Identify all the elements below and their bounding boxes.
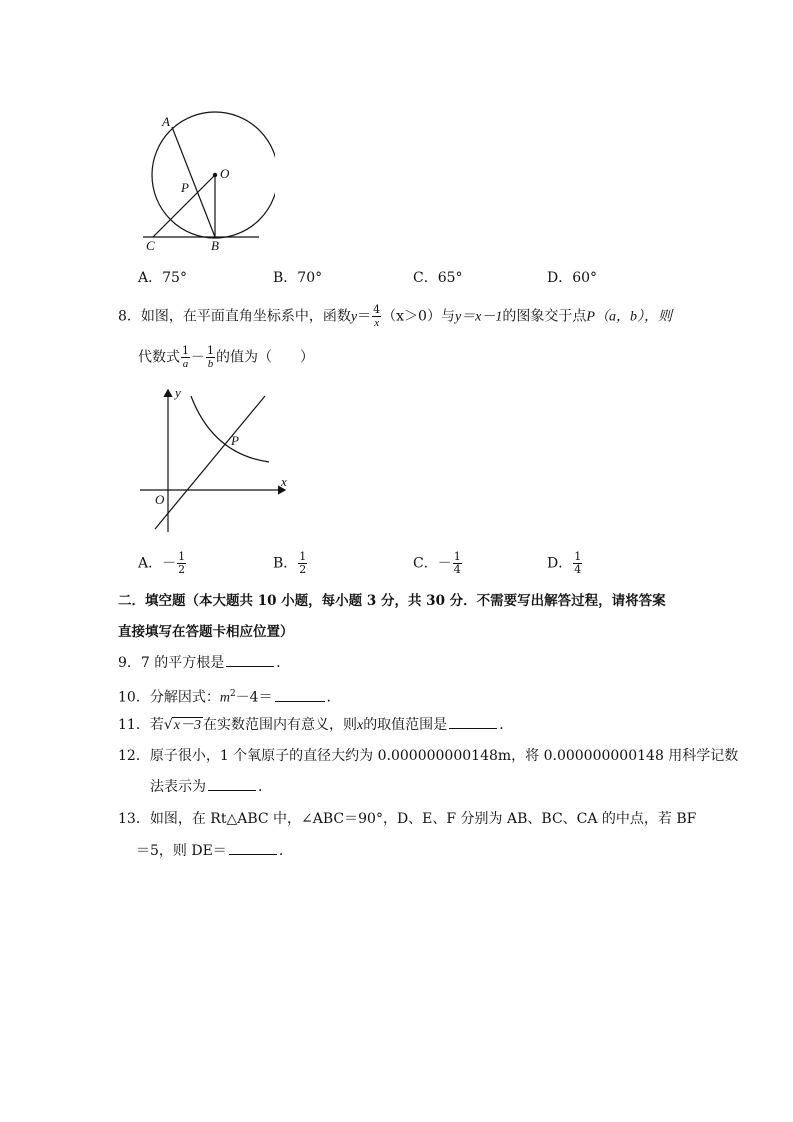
answer-blank[interactable] bbox=[208, 789, 256, 791]
q12-line1: 12．原子很小，1 个氧原子的直径大约为 0.000000000148m，将 0.000000000148 用科学记数 bbox=[118, 748, 739, 764]
line-graph bbox=[155, 396, 265, 529]
label-p: P bbox=[181, 180, 189, 195]
q7-option-d: D．60° bbox=[547, 270, 598, 286]
q7-option-c: C．65° bbox=[413, 270, 463, 286]
label-o: O bbox=[220, 166, 230, 181]
q8-option-c: C．－ $\frac{1}{4}$ bbox=[413, 550, 461, 576]
answer-blank[interactable] bbox=[226, 665, 274, 667]
q13-line1: 13．如图，在 Rt△ABC 中，∠ABC＝90°，D、E、F 分别为 AB、BC、CA 的中点，若 BF bbox=[118, 811, 697, 827]
answer-blank[interactable] bbox=[229, 853, 277, 855]
section2-heading-line2: 直接填写在答题卡相应位置） bbox=[118, 624, 294, 640]
q8-option-d: D． $\frac{1}{4}$ bbox=[547, 550, 582, 576]
section2-heading-line1: 二．填空题（本大题共 10 小题，每小题 3 分，共 30 分．不需要写出解答过程，请将答案 bbox=[118, 593, 666, 609]
q8-line2: 代数式 $\frac{1}{a}$ － $\frac{1}{b}$ 的值为（ ） bbox=[138, 344, 314, 370]
circle-figure bbox=[135, 110, 275, 255]
label-c: C bbox=[146, 238, 155, 253]
q8-option-a: A．－ $\frac{1}{2}$ bbox=[138, 550, 186, 576]
answer-blank[interactable] bbox=[275, 700, 325, 702]
q7-option-a: A．75° bbox=[138, 270, 187, 286]
q12-line2: 法表示为 ． bbox=[150, 779, 272, 795]
q10: 10．分解因式：$m^2-4=$ ． bbox=[118, 689, 341, 706]
label-x: x bbox=[281, 474, 287, 489]
q11: 11．若√x－3 在实数范围内有意义，则x的取值范围是 ． bbox=[118, 717, 514, 733]
q8-line1: 8．如图，在平面直角坐标系中，函数y＝ $\frac{4}{x}$ （x＞0）与y＝x－1的图象交于点P（a，b），则 bbox=[118, 303, 672, 329]
q8-frac-1-over-b: $\frac{1}{b}$ bbox=[207, 344, 214, 370]
q7-option-b: B．70° bbox=[273, 270, 323, 286]
label-b: B bbox=[211, 238, 219, 253]
center-point bbox=[213, 173, 217, 177]
coordinate-figure bbox=[135, 382, 300, 537]
label-p-point: P bbox=[231, 433, 239, 448]
label-y: y bbox=[175, 385, 181, 400]
q8-frac-4-over-x: $\frac{4}{x}$ bbox=[373, 303, 381, 329]
label-a: A bbox=[162, 114, 170, 129]
q8-frac-1-over-a: $\frac{1}{a}$ bbox=[182, 344, 189, 370]
answer-blank[interactable] bbox=[449, 727, 497, 729]
q9: 9．7 的平方根是 ． bbox=[118, 655, 291, 671]
q13-line2: ＝5，则 DE＝ ． bbox=[136, 843, 293, 859]
q8-option-b: B． $\frac{1}{2}$ bbox=[273, 550, 307, 576]
label-origin: O bbox=[155, 492, 165, 507]
